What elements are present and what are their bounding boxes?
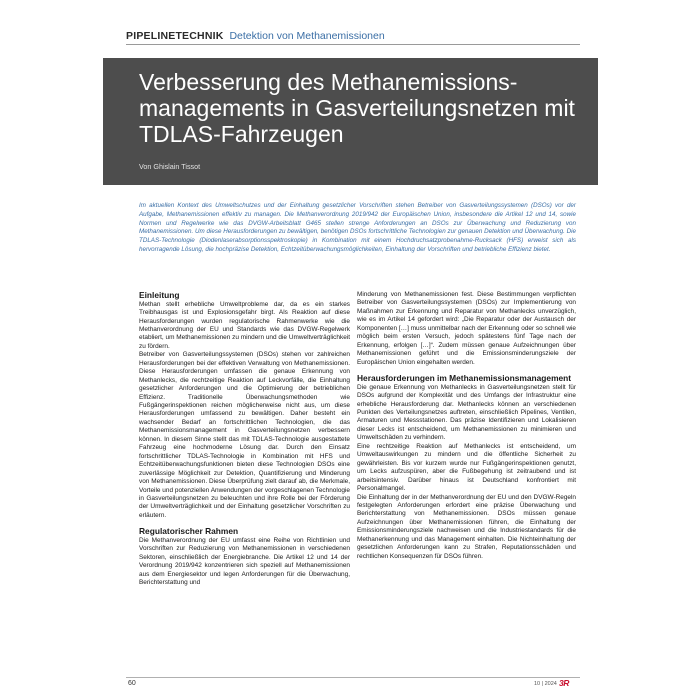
heading-herausforderungen: Herausforderungen im Methanemissionsmanagement: [357, 373, 572, 384]
footer-rule: [126, 677, 580, 678]
paragraph: Die Methanverordnung der EU umfasst eine Reihe von Richtlinien und Vorschriften zur Reduzierung von Methanemissionen in verschiedenen Sektoren, einschließlich der Energiebranche. Die Artikel 12 und 14 der Verordnung 2019/942 konzentrieren sich speziell auf Methanemissionen aus dem Energiesektor und legen Anforderungen für die Überwachung, Berichterstattung und: [139, 536, 350, 587]
column-right: [357, 291, 576, 561]
paragraph: Methan stellt erhebliche Umweltprobleme dar, da es ein starkes Treibhausgas ist und Explosionsgefahr birgt. Als Reaktion auf diese Herausforderungen wurden regulatorische Rahmenwerke wie die Methanverordnung der EU und Standards wie das DVGW-Regelwerk etabliert, um Methanemissionen zu mindern und die Umweltverträglichkeit zu fördern.: [139, 300, 350, 350]
paragraph: Die genaue Erkennung von Methanlecks in Gasverteilungsnetzen stellt für DSOs aufgrund der Komplexität und des Umfangs der Infrastruktur eine erhebliche Herausforderung dar. Methanlecks können an verschiedenen Punkten des Verteilungsnetzes auftreten, einschließlich Pipelines, Ventilen, Armaturen und Messstationen. Das präzise Identifizieren und Lokalisieren dieser Lecks ist entscheidend, um Methanemissionen zu minimieren und Umweltschäden zu verhindern.: [357, 383, 576, 442]
paragraph: Eine rechtzeitige Reaktion auf Methanlecks ist entscheidend, um Umweltauswirkungen zu mindern und die öffentliche Sicherheit zu gewährleisten. Bis vor kurzem wurde nur Fußgängerinspektionen genutzt, um Lecks aufzuspüren, aber die Fußbegehung ist zeitraubend und ist arbeitsintensiv. Darüber hinaus ist Deutschland konfrontiert mit Personalmangel.: [357, 442, 576, 493]
topic-label: Detektion von Methanemissionen: [229, 30, 385, 42]
article-title: Verbesserung des Methanemissions-managements in Gasverteilungsnetzen mit TDLAS-Fahrzeugen: [139, 69, 575, 147]
header-rule: [126, 44, 580, 45]
magazine-logo: 3R: [559, 678, 569, 688]
running-head: [126, 30, 385, 42]
heading-einleitung: Einleitung: [139, 290, 180, 300]
paragraph: Minderung von Methanemissionen fest. Diese Bestimmungen verpflichten Betreiber von Gasverteilungssystemen (DSOs) zur Implementierung von Maßnahmen zur Erkennung und Reparatur von Methanlecks unverzüglich, wie es im Artikel 14 gefordert wird: „Die Reparatur oder der Austausch der Komponenten […] muss unmittelbar nach der Erkennung oder so schnell wie möglich beim ersten Versuch, jedoch spätestens fünf Tage nach der Erkennung, erfolgen […]“. Zudem müssen genaue Aufzeichnungen über Methanemissionen geführt und die Emissionsminderungsziele der Europäischen Union eingehalten werden.: [357, 291, 576, 366]
column-left: [139, 291, 350, 588]
article-abstract: Im aktuellen Kontext des Umweltschutzes und der Einhaltung gesetzlicher Vorschriften stehen Betreiber von Gasverteilungssystemen (DSOs) vor der Aufgabe, Methanemissionen effektiv zu managen. Die Methanverordnung 2019/942 der Europäischen Union, insbesondere die Artikel 12 und 14, sowie Normen und Regelwerke wie das DVGW-Arbeitsblatt G465 stellen strenge Anforderungen an DSOs zur Überwachung und Reduzierung von Methanemissionen. Um diese Herausforderungen zu bewältigen, benötigen DSOs fortschrittliche Technologien zur genauen Detektion und Überwachung. Die TDLAS-Technologie (Diodenlaserabsorptionsspektroskopie) in Kombination mit einem Hochdruchsatzprobenahme-Rucksack (HFS) erweist sich als hervorragende Lösung, die hochpräzise Detektion, Echtzeitüberwachungsmöglichkeiten, Einhaltung der Vorschriften und betriebliche Effizienz bietet.: [139, 202, 576, 253]
issue-label: 10 | 2024: [534, 681, 557, 687]
article-author: Von Ghislain Tissot: [139, 162, 201, 171]
section-label: PIPELINETECHNIK: [126, 30, 224, 42]
title-box: [103, 58, 598, 185]
paragraph: Die Einhaltung der in der Methanverordnung der EU und den DVGW-Regeln festgelegten Anforderungen erfordert eine präzise Überwachung und Berichterstattung von Methanemissionen. DSOs müssen genaue Aufzeichnungen über Methanemissionen führen, die Einhaltung der Emissionsminderungsziele nachweisen und die Industriestandards für die Methanerkennung und das Management einhalten. Die Nichteinhaltung der gesetzlichen Anforderungen kann zu Strafen, Reputationsschäden und rechtlichen Konsequenzen für DSOs führen.: [357, 493, 576, 560]
heading-regulatorischer-rahmen: Regulatorischer Rahmen: [139, 526, 239, 537]
paragraph: Betreiber von Gasverteilungssystemen (DSOs) stehen vor zahlreichen Herausforderungen bei der effektiven Verwaltung von Methanemissionen. Diese Herausforderungen umfassen die genaue Erkennung von Methanlecks, die rechtzeitige Reaktion auf Leckvorfälle, die Einhaltung gesetzlicher Anforderungen und die Optimierung der betrieblichen Effizienz. Traditionelle Überwachungsmethoden wie Fußgängerinspektionen reichen möglicherweise nicht aus, um diese Herausforderungen umfassend zu bewältigen. Daher besteht ein wachsender Bedarf an fortschrittlichen Technologien, die das Methanemissionsmanagement in Gasverteilungsnetzen verbessern können. In diesem Sinne stellt das mit TDLAS-Technologie ausgestattete Fahrzeug eine hochmoderne Lösung dar. Durch den Einsatz fortschrittlicher TDLAS-Technologie in Kombination mit HFS und Echtzeitüberwachungsfunktionen bieten diese Technologien DSOs eine zuverlässige Möglichkeit zur Detektion, Quantifizierung und Minderung von Methanemissionen. Diese Überprüfung zielt darauf ab, die Merkmale, Vorteile und potenziellen Anwendungen der vorgeschlagenen Technologie in Gasverteilungsnetzen zu beleuchten und ihre Rolle bei der Förderung der Umweltverträglichkeit und der Einhaltung gesetzlicher Vorschriften zu erläutern.: [139, 351, 350, 519]
page-number: 60: [128, 680, 136, 687]
